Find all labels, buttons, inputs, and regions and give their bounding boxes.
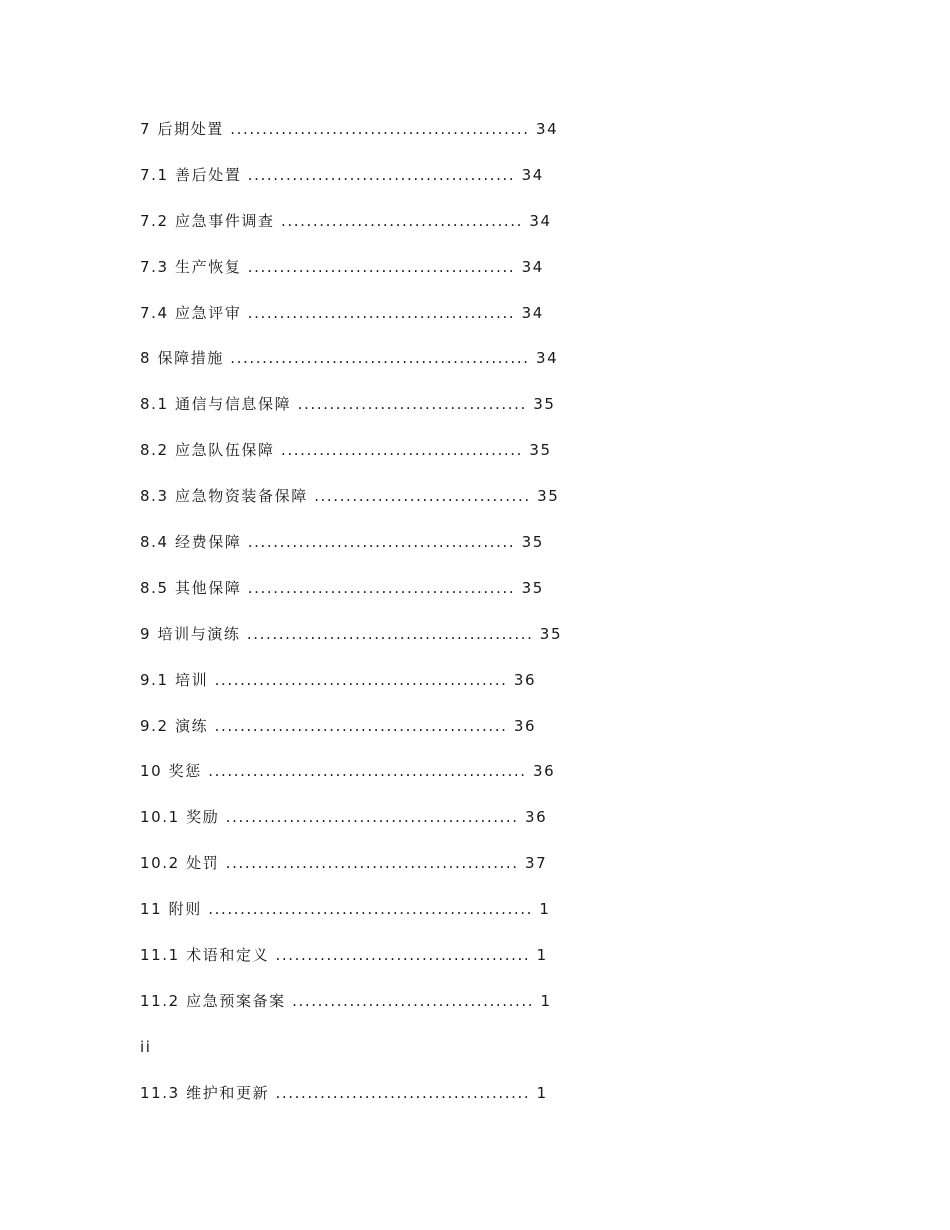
toc-entry	[140, 209, 840, 255]
toc-entry	[140, 897, 840, 943]
toc-entry	[140, 989, 840, 1035]
toc-entry-text: 7.2 应急事件调查 ...................................... 34	[140, 211, 552, 230]
toc-entry	[140, 392, 840, 438]
toc-entry-text: 10 奖惩 .................................................. 36	[140, 762, 556, 781]
page-number-text: ii	[140, 1037, 152, 1056]
toc-entry-text: 9.2 演练 .............................................. 36	[140, 716, 537, 735]
toc-entry-text: 7.1 善后处置 .......................................... 34	[140, 165, 544, 184]
toc-entry	[140, 943, 840, 989]
toc-entry	[140, 484, 840, 530]
table-of-contents	[140, 117, 840, 1127]
toc-entry-text: 8.3 应急物资装备保障 .................................. 35	[140, 487, 560, 506]
page-number-marker	[140, 1035, 840, 1081]
toc-entry	[140, 576, 840, 622]
toc-entry-text: 11.1 术语和定义 ........................................ 1	[140, 946, 548, 965]
toc-entry-text: 11.2 应急预案备案 ...................................... 1	[140, 991, 552, 1010]
toc-entry-text: 9.1 培训 .............................................. 36	[140, 670, 537, 689]
toc-entry-text: 7.3 生产恢复 .......................................... 34	[140, 257, 544, 276]
toc-entry	[140, 438, 840, 484]
toc-entry-text: 8.5 其他保障 .......................................... 35	[140, 578, 544, 597]
toc-entry	[140, 163, 840, 209]
toc-entry	[140, 668, 840, 714]
toc-entry	[140, 622, 840, 668]
toc-entry	[140, 301, 840, 347]
toc-entry	[140, 714, 840, 760]
toc-entry-text: 10.1 奖励 .............................................. 36	[140, 808, 548, 827]
toc-entry	[140, 805, 840, 851]
toc-entry	[140, 255, 840, 301]
toc-entry-text: 10.2 处罚 .............................................. 37	[140, 854, 548, 873]
toc-entry-text: 9 培训与演练 ............................................. 35	[140, 624, 563, 643]
toc-entry	[140, 530, 840, 576]
toc-entry	[140, 117, 840, 163]
toc-entry-text: 7 后期处置 ............................................... 34	[140, 120, 559, 138]
toc-entry	[140, 1081, 840, 1127]
toc-entry	[140, 851, 840, 897]
toc-entry-text: 7.4 应急评审 .......................................... 34	[140, 303, 544, 322]
toc-entry-text: 8.1 通信与信息保障 .................................... 35	[140, 395, 556, 414]
toc-entry	[140, 759, 840, 805]
toc-entry-text: 8.2 应急队伍保障 ...................................... 35	[140, 441, 552, 460]
toc-entry-text: 11 附则 ................................................... 1	[140, 900, 551, 919]
toc-entry-text: 11.3 维护和更新 ........................................ 1	[140, 1083, 548, 1102]
toc-entry-text: 8.4 经费保障 .......................................... 35	[140, 533, 544, 552]
toc-entry-text: 8 保障措施 ............................................... 34	[140, 349, 559, 368]
toc-entry	[140, 346, 840, 392]
